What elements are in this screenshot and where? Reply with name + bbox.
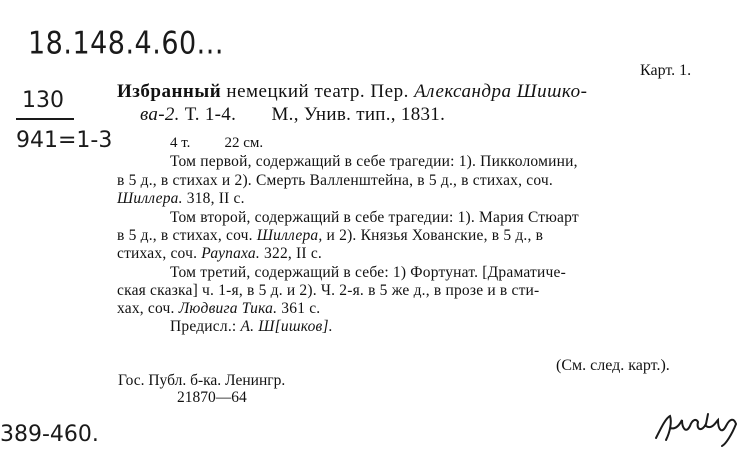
library-name: Гос. Публ. б-ка. Ленингр. bbox=[118, 372, 286, 389]
physical-description bbox=[170, 133, 263, 153]
note-line: хах, соч. Людвига Тика. 361 с. bbox=[117, 300, 321, 317]
volumes-place: Т. 1-4. М., Унив. тип., 1831. bbox=[179, 104, 446, 125]
handwritten-shelf-number-top: 130 bbox=[22, 88, 64, 113]
volume-count: 4 т. bbox=[170, 135, 191, 151]
card-number: 21870—64 bbox=[177, 389, 247, 406]
title-bold: Избранный bbox=[117, 81, 222, 102]
note-line: Том третий, содержащий в себе: 1) Фортунат. [Драматиче- bbox=[170, 264, 566, 281]
card-label: Карт. 1. bbox=[640, 62, 692, 79]
note-line: в 5 д., в стихах, соч. Шиллера, и 2). Князья Хованские, в 5 д., в bbox=[117, 227, 544, 244]
translator-part-2: ва-2. bbox=[140, 104, 180, 125]
handwritten-shelf-number-bottom: 941=1-3 bbox=[16, 128, 113, 153]
handwritten-signature bbox=[652, 408, 744, 448]
handwritten-bottom-code: 389-460. bbox=[0, 422, 99, 447]
note-line: Том первой, содержащий в себе трагедии: 1). Пикколомини, bbox=[170, 153, 578, 170]
note-line: Том второй, содержащий в себе трагедии: 1). Мария Стюарт bbox=[170, 209, 579, 226]
note-line: ская сказка] ч. 1-я, в 5 д. и 2). Ч. 2-я. в 5 же д., в прозе и в сти- bbox=[117, 282, 540, 299]
note-line: стихах, соч. Раупаха. 322, II с. bbox=[117, 245, 322, 262]
title-rest: немецкий театр. Пер. bbox=[221, 81, 415, 102]
continuation-note: (См. след. карт.). bbox=[556, 357, 670, 374]
translator-part-1: Александра Шишко- bbox=[414, 81, 588, 102]
handwritten-accession-code: 18.148.4.60... bbox=[28, 26, 224, 62]
imprint-line bbox=[140, 105, 445, 125]
handwritten-fraction-rule bbox=[16, 118, 74, 120]
dimensions: 22 см. bbox=[224, 135, 264, 151]
note-line: в 5 д., в стихах и 2). Смерть Валленштейна, в 5 д., в стихах, соч. bbox=[117, 172, 553, 189]
title-line bbox=[117, 82, 587, 102]
preface-note: Предисл.: А. Ш[ишков]. bbox=[170, 318, 333, 335]
note-line: Шиллера. 318, II с. bbox=[117, 190, 245, 207]
